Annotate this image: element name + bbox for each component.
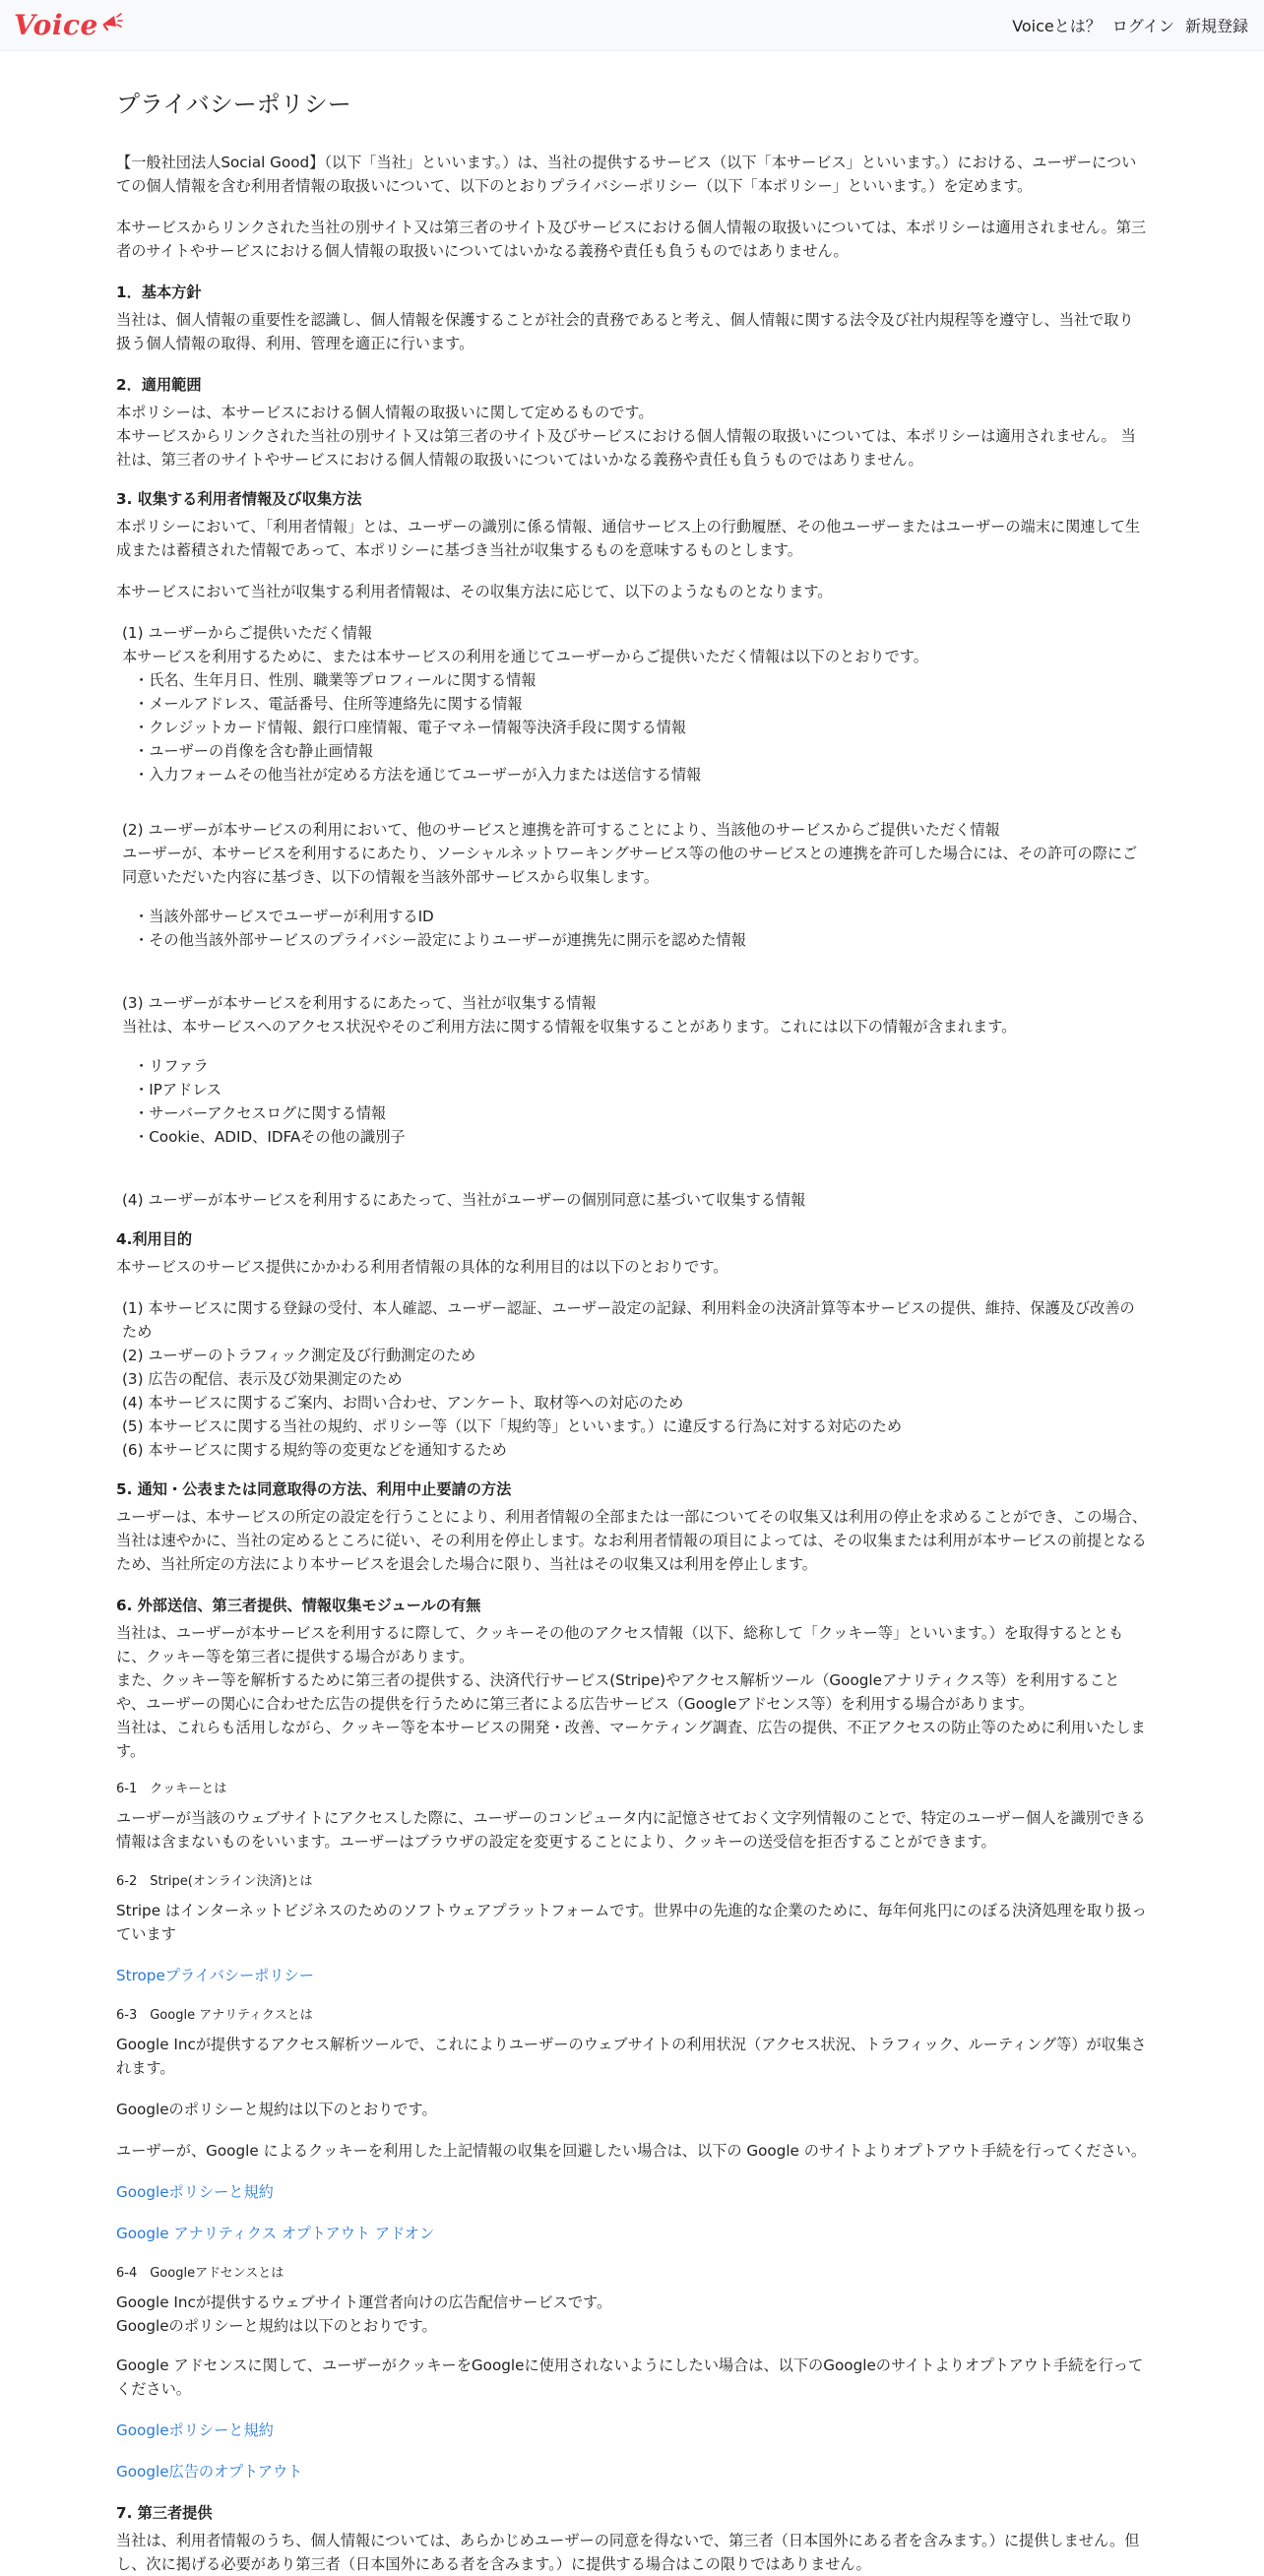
info-group-1	[116, 621, 1148, 786]
policy-content	[116, 51, 1148, 2576]
info-group-title: (2) ユーザーが本サービスの利用において、他のサービスと連携を許可することにより、当該他のサービスからご提供いただく情報	[122, 820, 1000, 839]
info-group-3	[116, 991, 1148, 1149]
info-group-2	[116, 818, 1148, 952]
nav-links	[1001, 14, 1248, 36]
list-item: (1) 本サービスに関する登録の受付、本人確認、ユーザー認証、ユーザー設定の記録、利用料金の決済計算等本サービスの提供、維持、保護及び改善のため	[122, 1298, 1135, 1341]
section-3-paragraph-1: 本ポリシーにおいて、「利用者情報」とは、ユーザーの識別に係る情報、通信サービス上の行動履歴、その他ユーザーまたはユーザーの端末に関連して生成または蓄積された情報であって、本ポリシーに基づき当社が収集するものを意味するものとします。	[116, 517, 1141, 559]
nav-link-signup[interactable]: 新規登録	[1184, 17, 1248, 35]
adsense-heading: 6-4 Googleアドセンスとは	[116, 2265, 284, 2281]
section-5-body: ユーザーは、本サービスの所定の設定を行うことにより、利用者情報の全部または一部についてその収集又は利用の停止を求めることができ、この場合、当社は速やかに、当社の定めるところに従い、その利用を停止します。なお利用者情報の項目によっては、その収集または利用が本サービスの前提となるため、当社所定の方法により本サービスを退会した場合に限り、当社はその収集又は利用を停止します。	[116, 1507, 1148, 1573]
analytics-body: Google Incが提供するアクセス解析ツールで、これによりユーザーのウェブサイトの利用状況（アクセス状況、トラフィック、ルーティング等）が収集されます。	[116, 2035, 1147, 2077]
megaphone-icon	[99, 12, 123, 31]
list-item: ・メールアドレス、電話番号、住所等連絡先に関する情報	[134, 694, 523, 713]
info-group-title: (1) ユーザーからご提供いただく情報	[122, 623, 373, 642]
info-group-desc: 当社は、本サービスへのアクセス状況やそのご利用方法に関する情報を収集することがあります。これには以下の情報が含まれます。	[122, 1017, 1017, 1036]
brand-name: Voice	[14, 9, 98, 41]
list-item: (2) ユーザーのトラフィック測定及び行動測定のため	[122, 1346, 476, 1364]
section-5-heading: 5. 通知・公表または同意取得の方法、利用中止要請の方法	[116, 1479, 512, 1498]
nav-link-about[interactable]: Voiceとは？	[1012, 17, 1102, 35]
list-item: ・その他当該外部サービスのプライバシー設定によりユーザーが連携先に開示を認めた情報	[134, 930, 746, 949]
info-group-title: (4) ユーザーが本サービスを利用するにあたって、当社がユーザーの個別同意に基づいて収集する情報	[122, 1190, 806, 1209]
analytics-heading: 6-3 Google アナリティクスとは	[116, 2007, 313, 2023]
stripe-body: Stripe はインターネットビジネスのためのソフトウェアプラットフォームです。世界中の先進的な企業のために、毎年何兆円にのぼる決済処理を取り扱っています	[116, 1901, 1147, 1943]
adsense-optout-note: Google アドセンスに関して、ユーザーがクッキーをGoogleに使用されないようにしたい場合は、以下のGoogleのサイトよりオプトアウト手続を行ってください。	[116, 2356, 1144, 2398]
section-6-line: また、クッキー等を解析するために第三者の提供する、決済代行サービス(Stripe)やアクセス解析ツール（Googleアナリティクス等）を利用することや、ユーザーの関心に合わせた広告の提供を行うために第三者による広告サービス（Googleアドセンス等）を利用する場合があります。	[116, 1670, 1120, 1713]
section-7-heading: 7. 第三者提供	[116, 2503, 213, 2522]
list-item: ・サーバーアクセスログに関する情報	[134, 1103, 387, 1122]
section-6-heading: 6. 外部送信、第三者提供、情報収集モジュールの有無	[116, 1596, 481, 1614]
section-1-heading: 1．基本方針	[116, 283, 202, 301]
analytics-policy-note: Googleのポリシーと規約は以下のとおりです。	[116, 2100, 437, 2118]
section-2-line: 本ポリシーは、本サービスにおける個人情報の取扱いに関して定めるものです。	[116, 403, 654, 421]
cookie-body: ユーザーが当該のウェブサイトにアクセスした際に、ユーザーのコンピュータ内に記憶させておく文字列情報のことで、特定のユーザー個人を識別できる情報は含まないものをいいます。ユーザーはブラウザの設定を変更することにより、クッキーの送受信を拒否することができます。	[116, 1808, 1146, 1851]
info-group-title: (3) ユーザーが本サービスを利用するにあたって、当社が収集する情報	[122, 993, 597, 1012]
purpose-list	[116, 1296, 1148, 1462]
stripe-privacy-link[interactable]: Stropeプライバシーポリシー	[116, 1966, 314, 1984]
page-title: プライバシーポリシー	[116, 91, 351, 118]
section-2-heading: 2．適用範囲	[116, 375, 202, 394]
google-ads-optout-link[interactable]: Google広告のオプトアウト	[116, 2462, 303, 2481]
list-item: (3) 広告の配信、表示及び効果測定のため	[122, 1369, 403, 1388]
top-navbar	[0, 0, 1264, 51]
list-item: ・リファラ	[134, 1056, 209, 1075]
analytics-optout-link[interactable]: Google アナリティクス オプトアウト アドオン	[116, 2224, 435, 2242]
section-4-paragraph: 本サービスのサービス提供にかかわる利用者情報の具体的な利用目的は以下のとおりです。	[116, 1257, 728, 1276]
list-item: (5) 本サービスに関する当社の規約、ポリシー等（以下「規約等」といいます。）に違反する行為に対する対応のため	[122, 1416, 903, 1435]
section-2-line: 本サービスからリンクされた当社の別サイト又は第三者のサイト及びサービスにおける個人情報の取扱いについては、本ポリシーは適用されません。 当社は、第三者のサイトやサービスにおける個人情報の取扱いについてはいかなる義務や責任も負うものではありません。	[116, 426, 1136, 469]
section-4-heading: 4.利用目的	[116, 1229, 193, 1248]
list-item: ・IPアドレス	[134, 1080, 222, 1099]
adsense-line: Googleのポリシーと規約は以下のとおりです。	[116, 2316, 437, 2335]
adsense-body	[116, 2291, 1148, 2338]
section-1-body: 当社は、個人情報の重要性を認識し、個人情報を保護することが社会的責務であると考え、個人情報に関する法令及び社内規程等を遵守し、当社で取り扱う個人情報の取得、利用、管理を適正に行います。	[116, 310, 1134, 352]
info-group-desc: 本サービスを利用するために、または本サービスの利用を通じてユーザーからご提供いただく情報は以下のとおりです。	[122, 647, 928, 665]
brand-logo[interactable]	[14, 9, 123, 41]
cookie-heading: 6-1 クッキーとは	[116, 1781, 227, 1796]
adsense-line: Google Incが提供するウェブサイト運営者向けの広告配信サービスです。	[116, 2293, 612, 2311]
section-6-line: 当社は、ユーザーが本サービスを利用するに際して、クッキーその他のアクセス情報（以下、総称して「クッキー等」といいます。）を取得するとともに、クッキー等を第三者に提供する場合があります。	[116, 1623, 1124, 1665]
info-group-4	[116, 1188, 1148, 1212]
list-item: ・当該外部サービスでユーザーが利用するID	[134, 907, 434, 925]
intro-paragraph-2: 本サービスからリンクされた当社の別サイト又は第三者のサイト及びサービスにおける個人情報の取扱いについては、本ポリシーは適用されません。第三者のサイトやサービスにおける個人情報の取扱いについてはいかなる義務や責任も負うものではありません。	[116, 218, 1147, 260]
google-policy-link[interactable]: Googleポリシーと規約	[116, 2182, 274, 2201]
nav-link-login[interactable]: ログイン	[1111, 17, 1174, 35]
list-item: ・氏名、生年月日、性別、職業等プロフィールに関する情報	[134, 670, 537, 689]
list-item: ・ユーザーの肖像を含む静止画情報	[134, 741, 373, 760]
section-3-heading: 3. 収集する利用者情報及び収集方法	[116, 489, 362, 508]
list-item: ・クレジットカード情報、銀行口座情報、電子マネー情報等決済手段に関する情報	[134, 718, 687, 736]
stripe-heading: 6-2 Stripe(オンライン決済)とは	[116, 1873, 313, 1889]
list-item: (4) 本サービスに関するご案内、お問い合わせ、アンケート、取材等への対応のため	[122, 1393, 684, 1412]
google-policy-link-2[interactable]: Googleポリシーと規約	[116, 2420, 274, 2439]
info-group-desc: ユーザーが、本サービスを利用するにあたり、ソーシャルネットワーキングサービス等の他のサービスとの連携を許可した場合には、その許可の際にご同意いただいた内容に基づき、以下の情報を当該外部サービスから収集します。	[122, 844, 1138, 886]
list-item: ・入力フォームその他当社が定める方法を通じてユーザーが入力または送信する情報	[134, 765, 702, 784]
section-2-body	[116, 401, 1148, 471]
analytics-optout-note: ユーザーが、Google によるクッキーを利用した上記情報の収集を回避したい場合は、以下の Google のサイトよりオプトアウト手続を行ってください。	[116, 2141, 1147, 2160]
list-item: (6) 本サービスに関する規約等の変更などを通知するため	[122, 1440, 507, 1459]
section-6-body	[116, 1621, 1148, 1763]
section-3-paragraph-2: 本サービスにおいて当社が収集する利用者情報は、その収集方法に応じて、以下のようなものとなります。	[116, 582, 833, 600]
intro-paragraph-1: 【一般社団法人Social Good】（以下「当社」といいます。）は、当社の提供するサービス（以下「本サービス」といいます。）における、ユーザーについての個人情報を含む利用者情報の取扱いについて、以下のとおりプライバシーポリシー（以下「本ポリシー」といいます。）を定めます。	[116, 153, 1137, 195]
section-6-line: 当社は、これらも活用しながら、クッキー等を本サービスの開発・改善、マーケティング調査、広告の提供、不正アクセスの防止等のために利用いたします。	[116, 1718, 1146, 1760]
list-item: ・Cookie、ADID、IDFAその他の識別子	[134, 1127, 406, 1146]
section-7-body: 当社は、利用者情報のうち、個人情報については、あらかじめユーザーの同意を得ないで、第三者（日本国外にある者を含みます。）に提供しません。但し、次に掲げる必要があり第三者（日本国外にある者を含みます。）に提供する場合はこの限りではありません。	[116, 2531, 1140, 2573]
